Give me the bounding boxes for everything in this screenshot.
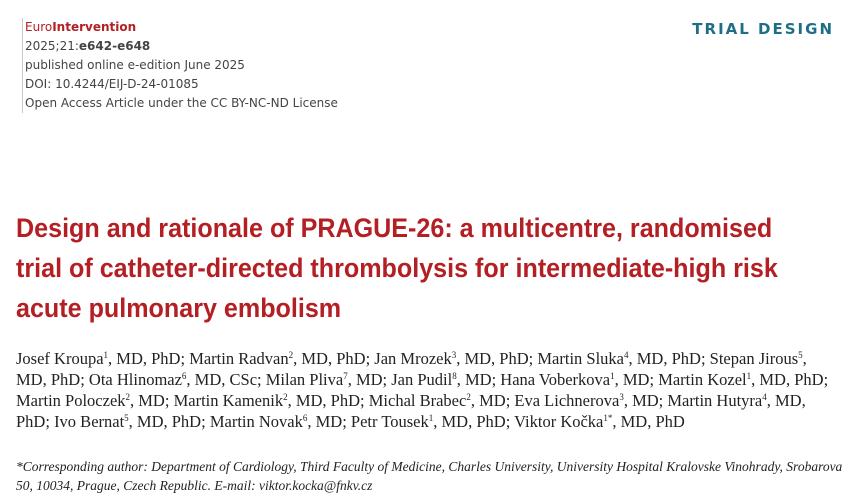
journal-name-prefix: Euro bbox=[25, 20, 53, 34]
author-name: Hana Voberkova bbox=[500, 370, 611, 389]
author-affiliation: 2 bbox=[125, 392, 131, 402]
author bbox=[537, 349, 701, 368]
author-affiliation: 1 bbox=[103, 350, 109, 360]
author-affiliation: 6 bbox=[302, 413, 308, 423]
doi[interactable]: DOI: 10.4244/EIJ-D-24-01085 bbox=[25, 77, 199, 91]
author-degrees: , MD bbox=[130, 391, 165, 410]
author bbox=[89, 370, 257, 389]
author-degrees: , MD, PhD bbox=[433, 412, 506, 431]
author-affiliation: 6 bbox=[181, 371, 187, 381]
journal-name-bold: Intervention bbox=[52, 20, 137, 34]
author bbox=[500, 370, 649, 389]
author-name: Eva Lichnerova bbox=[514, 391, 620, 410]
author-name: Milan Pliva bbox=[265, 370, 344, 389]
corresponding-author-note: *Corresponding author: Department of Cardiology, Third Faculty of Medicine, Charles University, University Hospital Kralovske Vinohrady, Srobarova 50, 10034, Prague, Czech Republic. E-mail: viktor.kocka@fnkv.cz bbox=[16, 459, 843, 493]
author-degrees: , MD bbox=[307, 412, 343, 431]
article-title: Design and rationale of PRAGUE-26: a multicentre, randomised trial of catheter-directed thrombolysis for intermediate-high risk acute pulmonary embolism bbox=[16, 213, 778, 323]
author-name: Jan Pudil bbox=[391, 370, 453, 389]
author bbox=[189, 349, 365, 368]
section-label: TRIAL DESIGN bbox=[692, 20, 834, 38]
author bbox=[16, 391, 165, 410]
author-name: Josef Kroupa bbox=[16, 349, 104, 368]
author-name: Ota Hlinomaz bbox=[88, 370, 182, 389]
publication-date: published online e-edition June 2025 bbox=[25, 58, 245, 72]
author-affiliation: 1 bbox=[610, 371, 615, 381]
author bbox=[369, 391, 506, 410]
author bbox=[374, 349, 528, 368]
author-affiliation: 4 bbox=[624, 350, 629, 360]
author-name: Martin Hutyra bbox=[667, 391, 763, 410]
author-degrees: , MD, CSc bbox=[186, 370, 258, 389]
author-affiliation: 4 bbox=[762, 392, 767, 402]
article-meta bbox=[22, 18, 338, 113]
author-degrees: , MD, PhD bbox=[456, 349, 529, 368]
author-name: Jan Mrozek bbox=[374, 349, 452, 368]
author-affiliation: 2 bbox=[283, 392, 288, 402]
author-degrees: , MD bbox=[623, 391, 659, 410]
author-name: Martin Novak bbox=[209, 412, 303, 431]
author bbox=[514, 391, 658, 410]
author-affiliation: 1 bbox=[746, 371, 752, 381]
author-degrees: , MD, PhD bbox=[293, 349, 366, 368]
author bbox=[16, 349, 180, 368]
author-degrees: , MD, PhD bbox=[612, 412, 685, 431]
author-degrees: , MD bbox=[456, 370, 492, 389]
author-degrees: , MD, PhD bbox=[16, 391, 806, 431]
author-degrees: , MD, PhD bbox=[287, 391, 361, 410]
author-degrees: , MD, PhD bbox=[628, 349, 701, 368]
author-name: Stepan Jirous bbox=[709, 349, 799, 368]
author-degrees: , MD bbox=[470, 391, 506, 410]
author-degrees: , MD bbox=[614, 370, 650, 389]
license-note: Open Access Article under the CC BY-NC-ND License bbox=[25, 96, 338, 110]
author bbox=[210, 412, 342, 431]
author-name: Martin Kamenik bbox=[173, 391, 284, 410]
author-name: Petr Tousek bbox=[350, 412, 429, 431]
author-degrees: , MD bbox=[347, 370, 383, 389]
citation-volume: 2025;21: bbox=[25, 39, 79, 53]
author-name: Martin Poloczek bbox=[16, 391, 126, 410]
author-affiliation: 1* bbox=[603, 413, 613, 423]
author bbox=[658, 370, 823, 389]
citation-pages: e642-e648 bbox=[78, 39, 151, 53]
author-degrees: , MD, PhD bbox=[108, 349, 181, 368]
author-affiliation: 7 bbox=[343, 371, 348, 381]
author bbox=[514, 412, 685, 431]
author bbox=[174, 391, 360, 410]
author-list: Josef Kroupa$^1$, MD, PhD; Martin Radvan$^2$, MD, PhD; Jan Mrozek$^3$, MD, PhD; Martin Sluka$^4$, MD, PhD; Stepan Jirous$^5$, MD, PhD; Ota Hlinomaz$^6$, MD, CSc; Milan Pliva$^7$, MD; Jan Pudil$^8$, MD; Hana Voberkova$^1$, MD; Martin Kozel$^1$, MD, PhD; Martin Poloczek$^2$, MD; Martin Kamenik$^2$, MD, PhD; Michal Brabec$^2$, MD; Eva Lichnerova$^3$, MD; Martin Hutyra$^4$, MD, PhD; Ivo Bernat$^5$, MD, PhD; Martin Novak$^6$, MD; Petr Tousek$^1$, MD, PhD; Viktor Kočka$^{1*}$, MD, PhD bbox=[16, 349, 829, 431]
author-name: Ivo Bernat bbox=[54, 412, 125, 431]
author bbox=[391, 370, 491, 389]
author-degrees: , MD, PhD bbox=[16, 349, 807, 389]
author-degrees: , MD, PhD bbox=[128, 412, 202, 431]
author-affiliation: 3 bbox=[451, 350, 457, 360]
journal-name bbox=[25, 18, 338, 37]
author-affiliation: 1 bbox=[428, 413, 434, 423]
author-name: Martin Sluka bbox=[537, 349, 624, 368]
author-affiliation: 8 bbox=[452, 371, 457, 381]
citation bbox=[25, 37, 338, 56]
author bbox=[266, 370, 383, 389]
author-name: Martin Radvan bbox=[189, 349, 289, 368]
author-affiliation: 3 bbox=[619, 392, 624, 402]
author-affiliation: 5 bbox=[798, 350, 803, 360]
author bbox=[54, 412, 201, 431]
author-name: Viktor Kočka bbox=[514, 412, 604, 431]
author bbox=[351, 412, 506, 431]
author-name: Martin Kozel bbox=[658, 370, 747, 389]
author-affiliation: 5 bbox=[124, 413, 129, 423]
author-affiliation: 2 bbox=[288, 350, 294, 360]
author-affiliation: 2 bbox=[466, 392, 471, 402]
author-degrees: , MD, PhD bbox=[751, 370, 824, 389]
author-name: Michal Brabec bbox=[368, 391, 467, 410]
